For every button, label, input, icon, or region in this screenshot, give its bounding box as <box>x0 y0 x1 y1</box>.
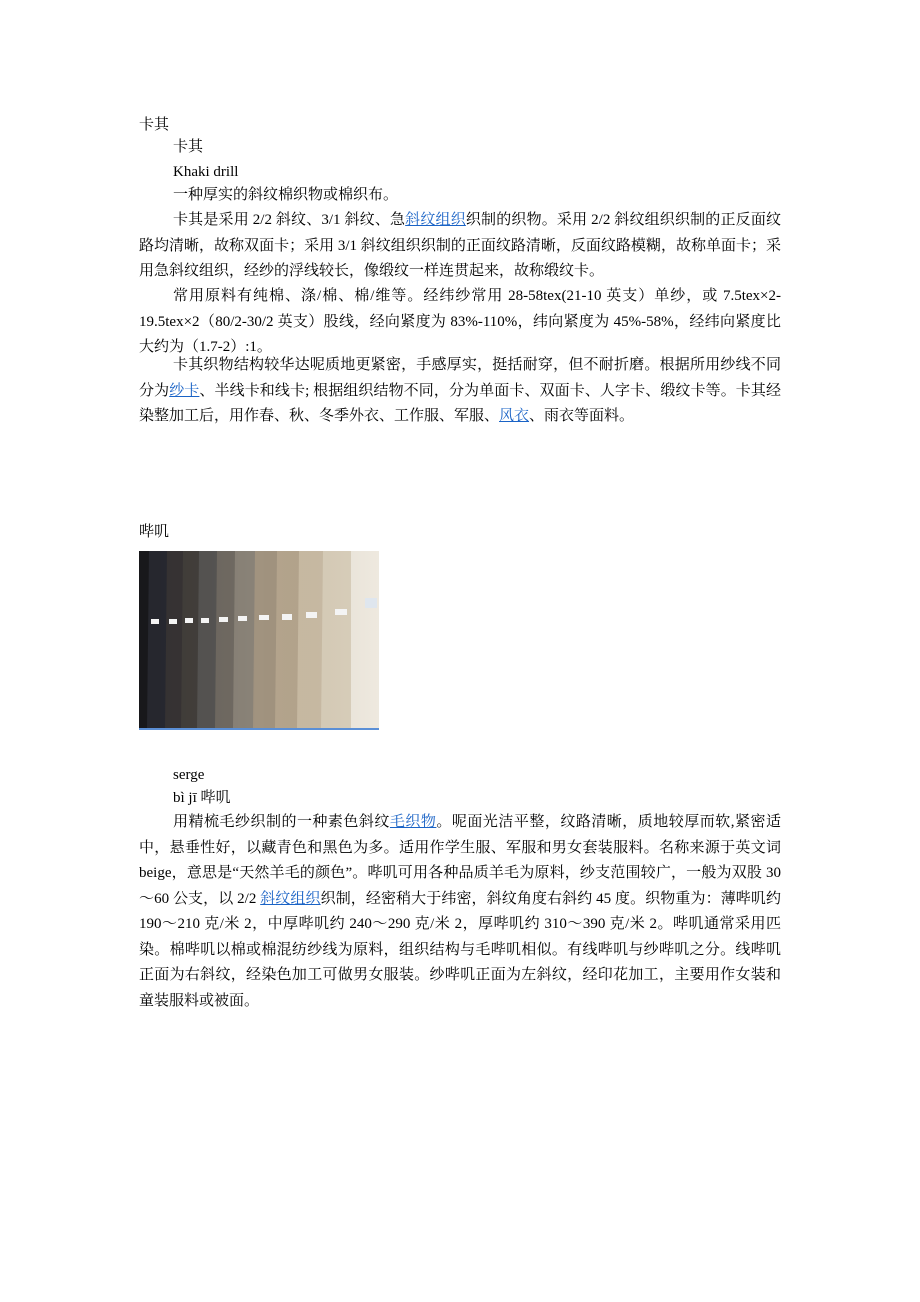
serge-english-name: serge <box>173 767 205 783</box>
text-span: 常用原料有纯棉、涤/棉、棉/维等。经纬纱常用 28-58tex(21-10 英支）单纱，或 7.5tex×2-19.5tex×2（80/2-30/2 英支）股线，经向紧度为 83%-110%，纬向紧度为 45%-58%，经纬向紧度比大约为（1.7-2）:1。 <box>139 288 781 355</box>
section-heading-serge: 哔叽 <box>139 524 170 540</box>
text-span: 织制的织物。采用 2/2 斜纹组织织制的正反面纹路均清晰，故称双面卡；采用 3/1 斜纹组织织制的正面纹路清晰，反面纹路模糊，故称单面卡；采用急斜纹组织，经纱的浮线较长，像缎纹一样连贯起来，故称缎纹卡。 <box>139 212 781 279</box>
text-span: 。呢面光洁平整，纹路清晰，质地较厚而软,紧密适中，悬垂性好，以藏青色和黑色为多。适用作学生服、军服和男女套装服料。名称来源于英文词 beige，意思是“天然羊毛的颜色”。哔叽可用各种品质羊毛为原料，纱支范围较广，一般为双股 30～60 公支，以 2/2 <box>139 814 781 907</box>
serge-pinyin: bì jī 哔叽 <box>173 790 231 806</box>
khaki-paragraph-weave <box>139 208 781 285</box>
text-span: 卡其织物结构较华达呢质地更紧密，手感厚实，挺括耐穿，但不耐折磨。根据所用纱线不同分为 <box>139 357 781 399</box>
khaki-paragraph-structure <box>139 353 781 430</box>
fabric-swatch-image[interactable] <box>139 551 379 730</box>
khaki-definition: 一种厚实的斜纹棉织物或棉织布。 <box>173 187 399 203</box>
text-span: 卡其是采用 2/2 斜纹、3/1 斜纹、急 <box>173 212 406 228</box>
text-span: 、半线卡和线卡; 根据组织结物不同，分为单面卡、双面卡、人字卡、缎纹卡等。卡其经染整加工后，用作春、秋、冬季外衣、工作服、军服、 <box>139 382 781 424</box>
link-twill-weave-serge[interactable]: 斜纹组织 <box>260 890 321 907</box>
link-wool-fabric[interactable]: 毛织物 <box>389 814 437 830</box>
khaki-subheading: 卡其 <box>173 139 204 155</box>
text-span: 、雨衣等面料。 <box>529 408 635 424</box>
link-yarn-khaki[interactable]: 纱卡 <box>169 382 200 399</box>
khaki-paragraph-materials <box>139 284 781 361</box>
link-windbreaker[interactable]: 风衣 <box>499 408 530 424</box>
text-span: 织制，经密稍大于纬密，斜纹角度右斜约 45 度。织物重为：薄哔叽约 190～210 克/米 2，中厚哔叽约 240～290 克/米 2，厚哔叽约 310～390 克/米 2。哔叽通常采用匹染。棉哔叽以棉或棉混纺纱线为原料，组织结构与毛哔叽相似。有线哔叽与纱哔叽之分。线哔叽正面为右斜纹，经染色加工可做男女服装。纱哔叽正面为左斜纹，经印花加工，主要用作女装和童装服料或被面。 <box>139 890 781 1009</box>
text-span: 用精梳毛纱织制的一种素色斜纹 <box>173 814 390 830</box>
section-heading-khaki: 卡其 <box>139 117 170 133</box>
serge-paragraph-description <box>139 810 781 1014</box>
link-twill-weave[interactable]: 斜纹组织 <box>405 212 466 228</box>
khaki-english-name: Khaki drill <box>173 164 239 180</box>
fabric-swatch-graphic <box>139 551 379 728</box>
